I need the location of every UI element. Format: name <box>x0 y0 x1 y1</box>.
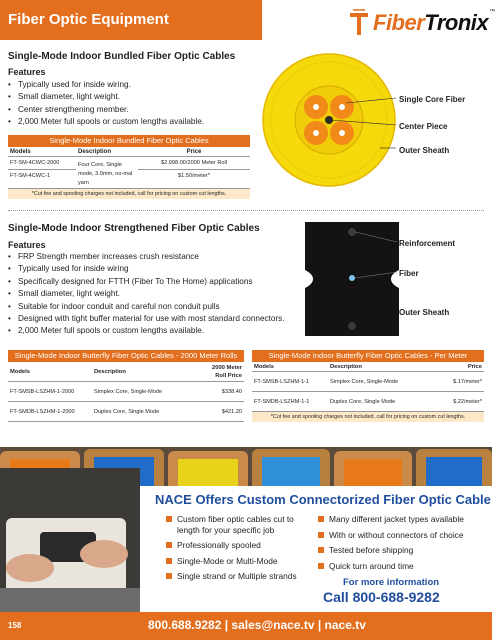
column-header: Description <box>94 368 126 375</box>
page-footer <box>0 612 492 640</box>
logo-tronix-text: Tronix <box>424 10 489 35</box>
butterfly-per-meter-table <box>252 350 484 422</box>
table-header-row <box>252 362 484 372</box>
table-header-row <box>8 362 244 382</box>
bundled-cable-cross-section <box>262 48 484 193</box>
fibertronix-logo <box>348 9 495 37</box>
table-cell-price: $2,998.00/2000 Meter Roll <box>138 157 250 170</box>
table-cell-description: Simplex Core, Single-Mode <box>94 388 163 395</box>
butterfly-roll-table <box>8 350 244 422</box>
page-number: 158 <box>8 621 22 630</box>
reinforcement-member <box>349 229 356 236</box>
bundled-cable-table <box>8 135 250 199</box>
promo-list-right <box>318 514 488 576</box>
section1-feature-list <box>8 79 204 129</box>
feature-item: • Center strengthening member. <box>8 104 204 116</box>
logo-fiber-text: Fiber <box>373 10 425 35</box>
promo-title: NACE Offers Custom Connectorized Fiber Optic Cable <box>155 492 491 507</box>
section2-features-label: Features <box>8 240 46 250</box>
table-cell-description: Four Core, Single mode, 3.0mm, no-mal yarn <box>78 162 133 186</box>
promo-item: Single-Mode or Multi-Mode <box>166 556 314 567</box>
feature-item: • Specifically designed for FTTH (Fiber To The Home) applications <box>8 276 285 288</box>
table-title: Single-Mode Indoor Butterfly Fiber Optic Cables - 2000 Meter Rolls <box>8 350 244 362</box>
column-header: Models <box>254 363 274 370</box>
table-cell-model: FT-SMSB-LSZHM-1-1 <box>254 378 310 385</box>
table-cell-model: FT-SMDB-LSZHM-1-2000 <box>10 408 75 415</box>
table-cell-description: Duplex Core, Single Mode <box>330 398 396 405</box>
promo-item: Many different jacket types available <box>318 514 488 525</box>
promo-item: Professionally spooled <box>166 540 314 551</box>
table-cell-model: FT-SMDB-LSZHM-1-1 <box>254 398 310 405</box>
table-row <box>8 382 244 402</box>
callout-outer-sheath: Outer Sheath <box>399 146 450 155</box>
feature-item: • Typically used for inside wiring. <box>8 79 204 91</box>
table-cell-description: Simplex Core, Single-Mode <box>330 378 399 385</box>
section-divider <box>8 210 484 211</box>
table-cell-price: $338.40 <box>221 388 242 395</box>
section1-title: Single-Mode Indoor Bundled Fiber Optic Cables <box>8 51 236 62</box>
table-cell-description: Duplex Core, Single Mode <box>94 408 160 415</box>
column-header: Description <box>78 148 112 155</box>
call-phone-link[interactable]: Call 800-688-9282 <box>323 589 440 605</box>
table-header-row <box>8 147 250 157</box>
callout-fiber: Fiber <box>399 269 419 278</box>
promo-item: With or without connectors of choice <box>318 530 488 541</box>
column-header: Models <box>10 148 31 155</box>
more-information-text: For more information <box>343 577 440 588</box>
callout-outer-sheath: Outer Sheath <box>399 308 450 317</box>
table-cell-price: $.17/meter* <box>453 378 482 385</box>
section2-title: Single-Mode Indoor Strengthened Fiber Optic Cables <box>8 223 260 234</box>
callout-single-core-fiber: Single Core Fiber <box>399 95 466 104</box>
logo-trademark: ™ <box>489 9 495 15</box>
feature-item: • 2,000 Meter full spools or custom lengths available. <box>8 325 285 337</box>
feature-item: • Small diameter, light weight. <box>8 91 204 103</box>
feature-item: • Suitable for indoor conduit and careful non conduit pulls <box>8 301 285 313</box>
promo-item: Custom fiber optic cables cut to length for your specific job <box>166 514 314 535</box>
table-row <box>252 372 484 392</box>
model-column <box>8 157 76 188</box>
promo-item: Quick turn around time <box>318 561 488 572</box>
promo-item: Tested before shipping <box>318 545 488 556</box>
page-title: Fiber Optic Equipment <box>8 11 169 28</box>
table-cell-price: $.22/meter* <box>453 398 482 405</box>
section1-features-label: Features <box>8 67 46 77</box>
feature-item: • 2,000 Meter full spools or custom lengths available. <box>8 116 204 128</box>
column-header: Models <box>10 368 30 375</box>
header-bar <box>0 0 262 40</box>
price-column <box>138 157 250 188</box>
feature-item: • Designed with tight buffer material for use with most standard connectors. <box>8 313 285 325</box>
table-row <box>252 392 484 412</box>
table-cell-model: FT-SM-4CWC-2000 <box>8 157 76 170</box>
column-header: Price <box>186 148 202 155</box>
promo-list-left <box>166 514 314 587</box>
feature-item: • Small diameter, light weight. <box>8 288 285 300</box>
table-title: Single-Mode Indoor Butterfly Fiber Optic Cables - Per Meter <box>252 350 484 362</box>
feature-item: • FRP Strength member increases crush resistance <box>8 251 285 263</box>
table-note: *Cut fee and spooling charges not included, call for pricing on custom cut lengths. <box>8 189 250 199</box>
page-header <box>0 0 495 40</box>
feature-item: • Typically used for inside wiring <box>8 263 285 275</box>
table-cell-model: FT-SM-4CWC-1 <box>10 173 51 179</box>
table-cell-price: $421.20 <box>221 408 242 415</box>
fiber-core <box>349 275 355 281</box>
table-row <box>8 402 244 422</box>
footer-contact[interactable]: 800.688.9282 | sales@nace.tv | nace.tv <box>148 618 366 632</box>
column-header: 2000 Meter Roll Price <box>212 364 242 379</box>
table-cell-price: $1.50/meter* <box>177 173 211 179</box>
technician-photo <box>0 468 140 612</box>
fibertronix-logo-icon <box>348 10 370 36</box>
section2-feature-list <box>8 251 285 338</box>
callout-reinforcement: Reinforcement <box>399 239 456 248</box>
column-header: Description <box>330 363 362 370</box>
reinforcement-member <box>349 323 356 330</box>
callout-center-piece: Center Piece <box>399 122 448 131</box>
butterfly-cable-cross-section <box>297 220 407 340</box>
promo-item: Single strand or Multiple strands <box>166 571 314 582</box>
column-header: Price <box>467 363 482 370</box>
table-note: *Cut fee and spooling charges not included, call for pricing on custom cut lengths. <box>252 412 484 422</box>
table-cell-model: FT-SMSB-LSZHM-1-2000 <box>10 388 75 395</box>
table-title: Single-Mode Indoor Bundled Fiber Optic Cables <box>8 135 250 147</box>
table-body <box>8 157 250 189</box>
logo-wordmark <box>373 10 488 36</box>
